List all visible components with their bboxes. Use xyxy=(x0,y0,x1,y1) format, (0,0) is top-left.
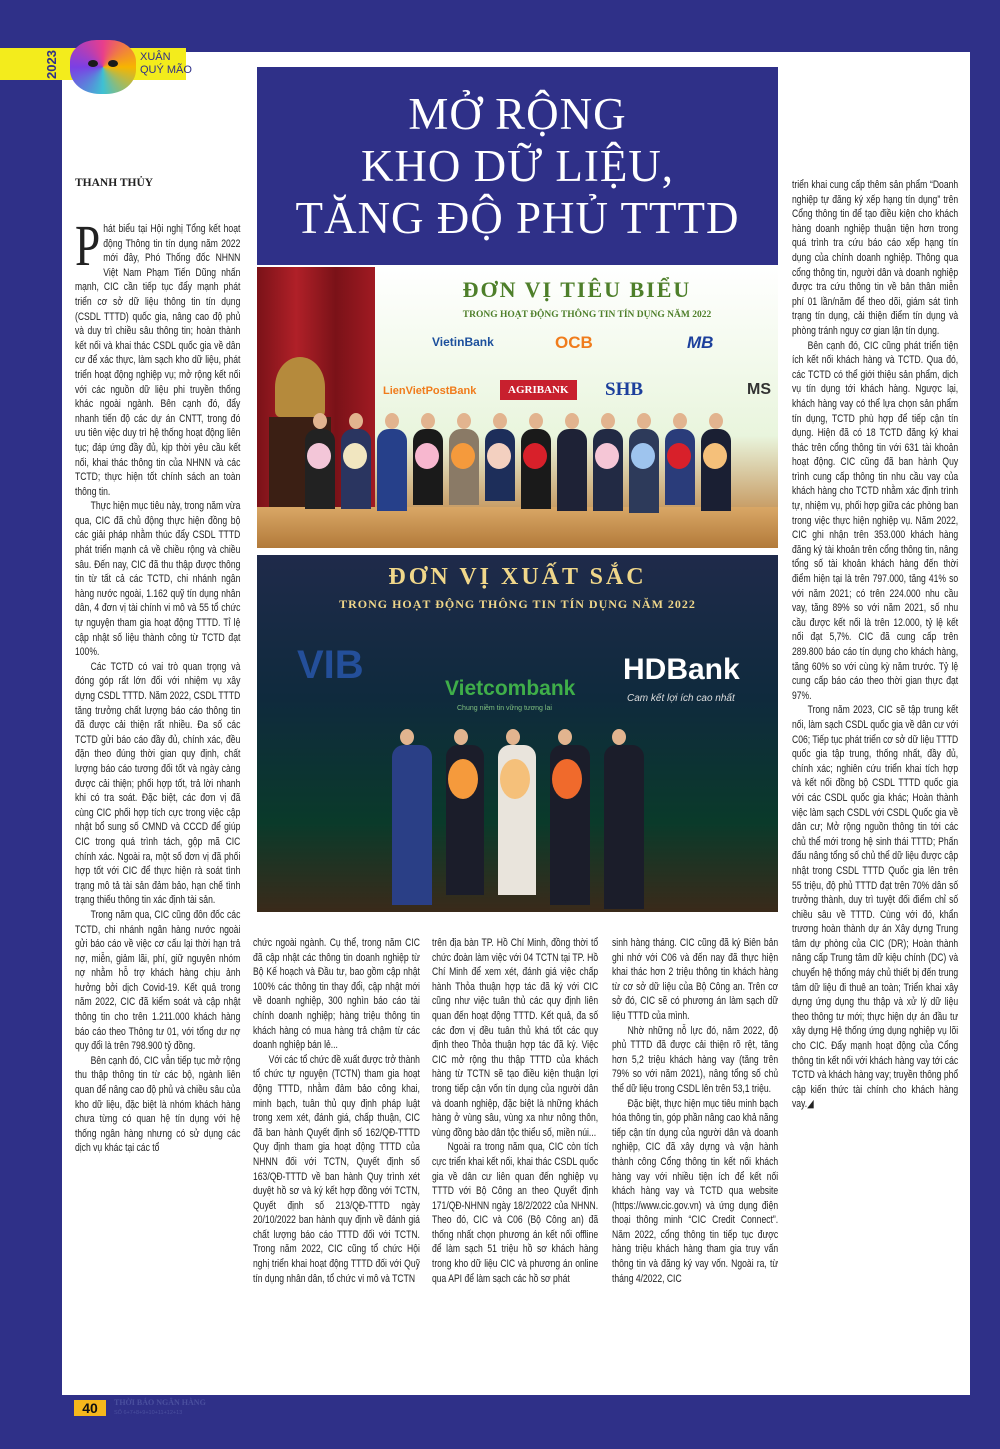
paragraph: trên địa bàn TP. Hồ Chí Minh, đồng thời tổ chức đoàn làm việc với 04 TCTN tại TP. Hồ Chí Minh để xem xét, đánh giá việc chấp hành Thỏa thuận hợp tác đã ký với CIC cũng như việc tuân thủ các quy định liên quan đến hoạt động TTTD. Kết quả, đa số các đơn vị đều tuân thủ khá tốt các quy định theo Thỏa thuận hợp tác đã ký. Việc CIC mở rộng thu thập TTTD của khách hàng từ TCTN sẽ tạo điều kiện thuận lợi trong tiếp cận vốn tín dụng của người dân và doanh nghiệp, đặc biệt là những khách hàng ở vùng sâu, vùng xa như nông thôn, vùng đồng bào dân tộc thiểu số, miền núi... xyxy=(432,937,599,1139)
paragraph: sinh hàng tháng. CIC cũng đã ký Biên bản ghi nhớ với C06 và đến nay đã thực hiện khai thác hơn 2 triệu thông tin khách hàng từ cơ sở dữ liệu của Bộ Công an. Trên cơ sở đó, CIC sẽ có phương án làm sạch dữ liệu TTTD của mình. xyxy=(612,937,779,1022)
person xyxy=(498,745,536,895)
person xyxy=(485,429,515,501)
person xyxy=(604,745,644,909)
text-column-4 xyxy=(612,936,778,1286)
magazine-name: THỜI BÁO NGÂN HÀNG xyxy=(114,1398,206,1407)
text-column-3 xyxy=(432,936,598,1286)
photo-award-ceremony-1 xyxy=(257,267,778,548)
drop-cap: P xyxy=(75,213,101,278)
text-column-1 xyxy=(75,213,241,1156)
edition-line-1: XUÂN xyxy=(140,51,171,63)
issue-number: SỐ 6+7+8+9+10+11+12+13 xyxy=(114,1410,183,1416)
person xyxy=(377,429,407,511)
person xyxy=(629,429,659,513)
bust-statue xyxy=(275,357,325,417)
award-recipients xyxy=(257,429,778,509)
banner-title: ĐƠN VỊ TIÊU BIỂU xyxy=(462,277,692,302)
person xyxy=(305,429,335,509)
logo-msb: MS xyxy=(747,381,771,398)
banner-subtitle: TRONG HOẠT ĐỘNG THÔNG TIN TÍN DỤNG NĂM 2022 xyxy=(339,597,696,611)
paragraph: triển khai cung cấp thêm sản phẩm “Doanh nghiệp tự đăng ký xếp hạng tín dụng” trên Cổng thông tin để tạo điều kiện cho khách hàng doanh nghiệp thuận tiện hơn trong quá trình tra cứu báo cáo xếp hạng tín dụng của chính doanh nghiệp. Thông qua cổng thông tin, người dân và doanh nghiệp được tra cứu thông tin về bản thân miễn phí 01 lần/năm để theo dõi, giám sát tình trạng tín dụng, cải thiện điểm tín dụng và phòng tránh nguy cơ gian lận tín dụng. xyxy=(792,179,959,337)
paragraph: Các TCTD có vai trò quan trọng và đóng góp rất lớn đối với nhiệm vụ xây dựng CSDL TTTD. Năm 2022, CSDL TTTD tăng trưởng chất lượng báo cáo thông tin đã được cải thiện rất nhiều. Đa số các TCTD gửi báo cáo đầy đủ, chính xác, đều đặn theo đúng thời gian quy định, chất lượng báo cáo tương đối tốt và ngày càng được cải thiện; phối hợp tốt, trả lời nhanh khi có tra soát. Đặc biệt, các đơn vị đã cùng CIC phối hợp tích cực trong việc cập nhật bổ sung số CMND và CCCD để giúp CIC trong quá trình tách, gộp mã CIC chính xác. Ngoài ra, một số đơn vị đã phối hợp tốt với CIC để thực hiện rà soát tình trạng mô tả tài sản đảm bảo, hạn chế tình trạng thiếu thông tin xác định tài sản. xyxy=(75,660,241,907)
stage-floor xyxy=(257,507,778,548)
person xyxy=(446,745,484,895)
paragraph: Trong năm 2023, CIC sẽ tập trung kết nối, làm sạch CSDL quốc gia về dân cư với C06; Tiếp tục phát triển cơ sở dữ liệu TTTD quốc gia tập trung, thống nhất, đầy đủ, chính xác; nghiên cứu triển khai tích hợp và kết nối đồng bộ CSDL TTTD quốc gia với các CSDL quốc gia khác; Hoàn thành việc làm sạch CSDL với CSDL Quốc gia về dân cư; Mở rộng nguồn thông tin tới các chủ thể mới trong hệ sinh thái TTTD; Phấn đấu nâng tổng số chủ thể dữ liệu được cập nhật trong CSDL TTTD Quốc gia lên trên 55 triệu, độ phủ TTTD đạt trên 70% dân số trưởng thành, duy trì tuyệt đối điểm chỉ số chiều sâu về TTTD. Cùng với đó, khẩn trương hoàn thành dự án Xây dựng Trung tâm dự phòng của CIC (DR); Hoàn thành nâng cấp Trung tâm dữ kiệu chính (DC) và chuyển hệ thống máy chủ thiết bị đến trung tâm dữ liệu đi thuê an toàn; Triển khai xây dựng ứng dụng thu thập và xử lý dữ liệu theo thông tư mới; thực hiện dự án đầu tư xây dựng Hệ thống ứng dụng nghiệp vụ lõi cho CIC. Đẩy mạnh hoạt động của Cổng thông tin kết nối với khách hàng vay tới các TCTD và khách hàng vay; truyền thông phổ cập kiến thức tài chính cho khách hàng vay.◢ xyxy=(792,704,959,1111)
title-line: TĂNG ĐỘ PHỦ TTTD xyxy=(295,193,740,243)
person xyxy=(341,429,371,509)
paragraph: Với các tổ chức đề xuất được trở thành tổ chức tự nguyện (TCTN) tham gia hoạt động TTTD, nhằm đảm bảo công khai, minh bạch, tuân thủ quy định pháp luật trong xem xét, đánh giá, chấp thuận, CIC đã ban hành Quyết định số 162/QĐ-TTTD Quy định tham gia hoạt động TTTD của NHNN đối với TCTN, Quyết định số 163/QĐ-TTTD về ban hành Quy trình xét duyệt hồ sơ và ký kết hợp đồng với TCTN, Quyết định số 213/QĐ-TTTD ngày 20/10/2022 ban hành quy định về đánh giá chất lượng báo cáo TTTD đối với TCTN. Trong năm 2022, CIC cũng tổ chức Hội nghị triển khai hoạt động TTTD đối với Quỹ tín dụng nhân dân, tổ chức vi mô và TCTN xyxy=(253,1053,420,1285)
person xyxy=(557,429,587,511)
title-line: MỞ RỘNG xyxy=(408,89,627,139)
banner-subtitle: TRONG HOẠT ĐỘNG THÔNG TIN TÍN DỤNG NĂM 2022 xyxy=(462,310,712,320)
title-line: KHO DỮ LIỆU, xyxy=(360,141,675,191)
person xyxy=(392,745,432,905)
paragraph: Đặc biệt, thực hiện mục tiêu minh bạch hóa thông tin, góp phần nâng cao khả năng tiếp cận tín dụng của người dân và doanh nghiệp, CIC đã xây dựng và vận hành thành công Cổng thông tin kết nối khách hàng vay với nhiều tiện ích để kết nối khách hàng vay và TCTD qua website (https://www.cic.gov.vn) và ứng dụng điện thoại thông minh “CIC Credit Connect”. Năm 2022, cổng thông tin tiếp tục được hàng triệu khách hàng tham gia truy vấn thông tin và đăng ký vay vốn. Ngoài ra, từ tháng 4/2022, CIC xyxy=(612,1097,779,1285)
text-column-2 xyxy=(253,936,420,1286)
person xyxy=(701,429,731,511)
person xyxy=(521,429,551,509)
person xyxy=(593,429,623,511)
paragraph-text: hát biểu tại Hội nghị Tổng kết hoạt động Thông tin tín dụng năm 2022 mới đây, Phó Thống đốc NHNN Việt Nam Phạm Tiến Dũng nhấn mạnh, CIC cần tiếp tục đẩy mạnh phát triển cơ sở dữ liệu thông tin tín dụng (CSDL TTTD) quốc gia, nâng cao độ phủ và duy trì chiều sâu thông tin; hoàn thành kết nối và khai thác CSDL quốc gia về dân cư để xác thực, làm sạch kho dữ liệu, phát triển hoạt động nghiệp vụ; mở rộng kết nối với các nguồn dữ liệu phi truyền thống khác ngoài ngành. Bên cạnh đó, đẩy nhanh tiến độ các dự án CNTT, trong đó ưu tiên việc duy trì hệ thống hoạt động liên tục; đáp ứng đầy đủ, kịp thời yêu cầu kết nối, khai thác thông tin của NHNN và các TCTD; thực hiện tốt chính sách an toàn thông tin. xyxy=(75,223,241,498)
paragraph: chức ngoài ngành. Cụ thể, trong năm CIC đã cập nhật các thông tin doanh nghiệp từ Bộ Kế hoạch và Đầu tư, bao gồm cập nhật 100% các thông tin thay đổi, cập nhật mới về doanh nghiệp, 300 nghìn báo cáo tài chính doanh nghiệp; hàng triệu thông tin khách hàng có mua hàng trả chậm từ các doanh nghiệp bán lẻ... xyxy=(253,937,420,1052)
person xyxy=(550,745,590,905)
paragraph: Ngoài ra trong năm qua, CIC còn tích cực triển khai kết nối, khai thác CSDL quốc gia về dân cư liên quan đến nghiệp vụ TTTD với Bộ Công an theo Quyết định 171/QĐ-NHNN ngày 18/2/2022 của NHNN. Theo đó, CIC và C06 (Bộ Công an) đã thống nhất chọn phương án kết nối offline để làm sạch 51 triệu hồ sơ khách hàng trong kho dữ liệu CIC và phương án online qua API để làm sạch các hồ sơ phát xyxy=(432,1141,599,1285)
paragraph: Thực hiện mục tiêu này, trong năm vừa qua, CIC đã chủ động thực hiện đồng bộ các giải pháp nhằm thúc đẩy CSDL TTTD phát triển mạnh cả về chiều rộng và chiều sâu. Đến nay, CIC đã thu thập được thông tin từ tất cả các TCTD, chi nhánh ngân hàng nước ngoài, 1.162 quỹ tín dụng nhân dân, 4 đơn vị tài chính vi mô và 55 tổ chức tự nguyện tham gia hoạt động TTTD. Tỉ lệ cập nhật số liệu thành công từ TCTD đạt 100%. xyxy=(75,500,241,659)
person xyxy=(449,429,479,505)
cat-logo-icon xyxy=(70,40,136,94)
paragraph: Bên cạnh đó, CIC vẫn tiếp tục mở rộng thu thập thông tin từ các bộ, ngành liên quan để nâng cao độ phủ và chiều sâu của kho dữ liệu, đặc biệt là nhóm khách hàng chưa từng có quan hệ tín dụng với hệ thống ngân hàng nhưng có sử dụng các dịch vụ khác tại các tổ xyxy=(75,1054,241,1155)
hdbank-tagline: Cam kết lợi ích cao nhất xyxy=(627,693,735,704)
logo-mb: MB xyxy=(687,333,714,352)
vietcombank-tagline: Chung niềm tin vững tương lai xyxy=(457,705,552,712)
person xyxy=(413,429,443,505)
page-number: 40 xyxy=(74,1400,106,1416)
text-column-5 xyxy=(792,178,958,1112)
author-byline: THANH THỦY xyxy=(75,177,154,189)
person xyxy=(665,429,695,505)
logo-vietinbank: VietinBank xyxy=(432,335,494,349)
logo-vietcombank: Vietcombank xyxy=(445,677,576,700)
logo-hdbank: HDBank xyxy=(623,653,740,686)
award-recipients xyxy=(257,745,778,912)
logo-agribank: AGRIBANK xyxy=(500,380,577,400)
paragraph: Bên cạnh đó, CIC cũng phát triển tiện ích kết nối khách hàng và TCTD. Qua đó, các TCTD có thể giới thiệu sản phẩm, dịch vụ tín dụng tới khách hàng. Ngược lại, khách hàng vay có thể lựa chọn sản phẩm tín dụng, TCTD phù hợp để tiếp cận tín dụng. Hiện đã có 18 TCTD đăng ký khai thác trên cổng thông tin với 631 tài khoản hoạt động. CIC cũng đã ban hành Quy trình cung cấp thông tin nhu cầu vay của khách hàng cho TCTD nhằm xác định trình tự, nhiệm vụ, phối hợp giữa các phòng ban trong việc thực hiện nghiệp vụ. Năm 2022, CIC ghi nhận trên 353.000 khách hàng đăng ký tài khoản trên cổng thông tin, nâng tổng số tài khoản khách hàng đến thời điểm hiện tại là trên 797.000, tăng 41% so với năm 2021; có trên 224.000 nhu cầu vay, tăng 89% so với năm 2021, số nhu cầu được kết nối là trên 12.000, tỷ lệ kết nối đạt 5,7%. CIC đã cung cấp trên 289.800 báo cáo tín dụng cho khách hàng, tăng 60% so với cùng kỳ năm trước. Tỷ lệ cung cấp báo cáo theo thời gian thực đạt 97%. xyxy=(792,339,959,702)
logo-lienvietpostbank: LienVietPostBank xyxy=(383,385,477,397)
paragraph: Nhờ những nỗ lực đó, năm 2022, độ phủ TTTD đã được cải thiện rõ rệt, tăng hơn 5,2 triệu khách hàng vay (tăng trên 79% so với năm 2021), nâng tổng số chủ thể dữ liệu trong CSDL lên trên 53,1 triệu. xyxy=(612,1024,779,1095)
article-title xyxy=(257,67,778,265)
edition-line-2: QUÝ MÃO xyxy=(140,64,192,76)
paragraph xyxy=(75,213,241,499)
edition-year: 2023 xyxy=(44,50,59,80)
paragraph: Trong năm qua, CIC cũng đôn đốc các TCTD, chi nhánh ngân hàng nước ngoài gửi báo cáo về việc cơ cấu lại thời hạn trả nợ, miễn, giảm lãi, phí, giữ nguyên nhóm nợ nhằm hỗ trợ khách hàng chịu ảnh hưởng bởi dịch Covid-19. Kết quả trong năm 2022, CIC đã kiểm soát và cập nhật thông tin cho trên 1.211.000 khách hàng báo cáo theo Thông tư 01, với tổng dư nợ quy đổi là trên 798.900 tỷ đồng. xyxy=(75,908,241,1053)
logo-ocb: OCB xyxy=(555,333,593,352)
edition-label xyxy=(140,51,192,77)
banner-title: ĐƠN VỊ XUẤT SẮC xyxy=(388,564,647,590)
logo-shb: SHB xyxy=(605,379,644,400)
logo-vib: VIB xyxy=(297,643,364,687)
photo-award-ceremony-2 xyxy=(257,555,778,912)
